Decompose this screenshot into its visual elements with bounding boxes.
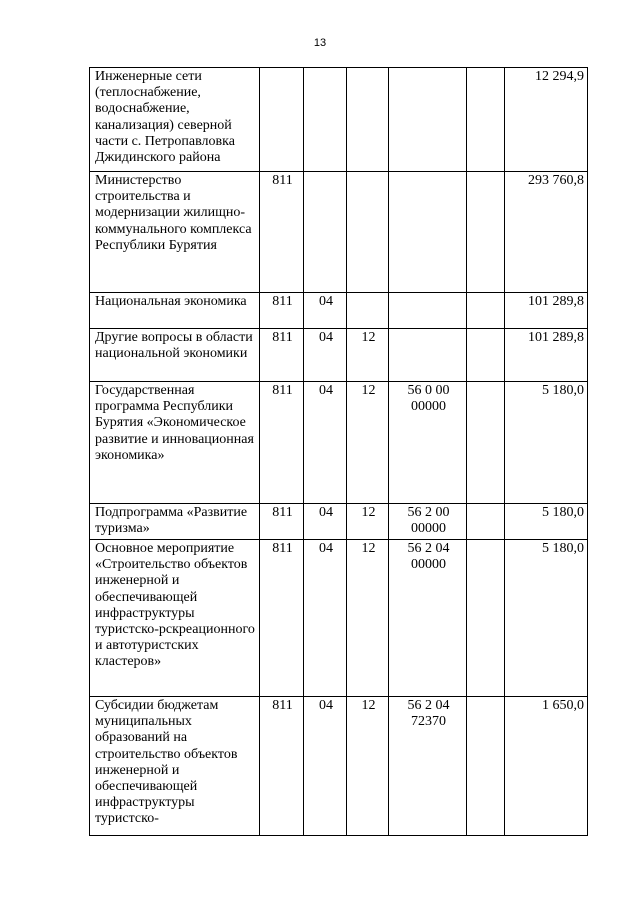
table-row bbox=[90, 329, 588, 382]
amount: 101 289,8 bbox=[505, 293, 588, 329]
item-name: Основное мероприятие «Строительство объектов инженерной и обеспечивающей инфраструктуры туристско-рскреационного и автотуристских кластеров» bbox=[90, 540, 260, 697]
expense-type-code bbox=[467, 293, 505, 329]
amount: 1 650,0 bbox=[505, 697, 588, 836]
target-code bbox=[389, 172, 467, 293]
target-code bbox=[389, 293, 467, 329]
amount: 5 180,0 bbox=[505, 382, 588, 504]
ministry-code bbox=[260, 68, 304, 172]
expense-type-code bbox=[467, 382, 505, 504]
section-code: 04 bbox=[304, 293, 347, 329]
amount: 101 289,8 bbox=[505, 329, 588, 382]
section-code bbox=[304, 68, 347, 172]
section-code: 04 bbox=[304, 382, 347, 504]
expense-type-code bbox=[467, 697, 505, 836]
item-name: Подпрограмма «Развитие туризма» bbox=[90, 504, 260, 540]
target-code: 56 2 00 00000 bbox=[389, 504, 467, 540]
amount: 5 180,0 bbox=[505, 504, 588, 540]
amount: 5 180,0 bbox=[505, 540, 588, 697]
expense-type-code bbox=[467, 68, 505, 172]
section-code: 04 bbox=[304, 504, 347, 540]
item-name: Субсидии бюджетам муниципальных образований на строительство объектов инженерной и обеспечивающей инфраструктуры туристско- bbox=[90, 697, 260, 836]
page-number: 13 bbox=[313, 37, 327, 49]
section-code bbox=[304, 172, 347, 293]
table-row bbox=[90, 68, 588, 172]
expense-type-code bbox=[467, 329, 505, 382]
expense-type-code bbox=[467, 172, 505, 293]
item-name: Государственная программа Республики Бурятия «Экономическое развитие и инновационная экономика» bbox=[90, 382, 260, 504]
target-code: 56 0 00 00000 bbox=[389, 382, 467, 504]
item-name: Национальная экономика bbox=[90, 293, 260, 329]
expense-type-code bbox=[467, 540, 505, 697]
table-row bbox=[90, 382, 588, 504]
section-code: 04 bbox=[304, 329, 347, 382]
subsection-code: 12 bbox=[347, 504, 389, 540]
ministry-code: 811 bbox=[260, 504, 304, 540]
subsection-code: 12 bbox=[347, 329, 389, 382]
subsection-code bbox=[347, 172, 389, 293]
target-code bbox=[389, 329, 467, 382]
ministry-code: 811 bbox=[260, 540, 304, 697]
ministry-code: 811 bbox=[260, 329, 304, 382]
section-code: 04 bbox=[304, 697, 347, 836]
ministry-code: 811 bbox=[260, 382, 304, 504]
subsection-code: 12 bbox=[347, 382, 389, 504]
expense-type-code bbox=[467, 504, 505, 540]
subsection-code bbox=[347, 293, 389, 329]
target-code: 56 2 04 72370 bbox=[389, 697, 467, 836]
subsection-code: 12 bbox=[347, 540, 389, 697]
table-row bbox=[90, 504, 588, 540]
table-row bbox=[90, 172, 588, 293]
item-name: Другие вопросы в области национальной экономики bbox=[90, 329, 260, 382]
table-row bbox=[90, 697, 588, 836]
ministry-code: 811 bbox=[260, 172, 304, 293]
amount: 12 294,9 bbox=[505, 68, 588, 172]
target-code bbox=[389, 68, 467, 172]
table-row bbox=[90, 293, 588, 329]
budget-table bbox=[89, 67, 588, 836]
section-code: 04 bbox=[304, 540, 347, 697]
ministry-code: 811 bbox=[260, 293, 304, 329]
table-row bbox=[90, 540, 588, 697]
subsection-code bbox=[347, 68, 389, 172]
item-name: Министерство строительства и модернизации жилищно-коммунального комплекса Республики Бурятия bbox=[90, 172, 260, 293]
amount: 293 760,8 bbox=[505, 172, 588, 293]
ministry-code: 811 bbox=[260, 697, 304, 836]
item-name: Инженерные сети (теплоснабжение, водоснабжение, канализация) северной части с. Петропавловка Джидинского района bbox=[90, 68, 260, 172]
target-code: 56 2 04 00000 bbox=[389, 540, 467, 697]
subsection-code: 12 bbox=[347, 697, 389, 836]
